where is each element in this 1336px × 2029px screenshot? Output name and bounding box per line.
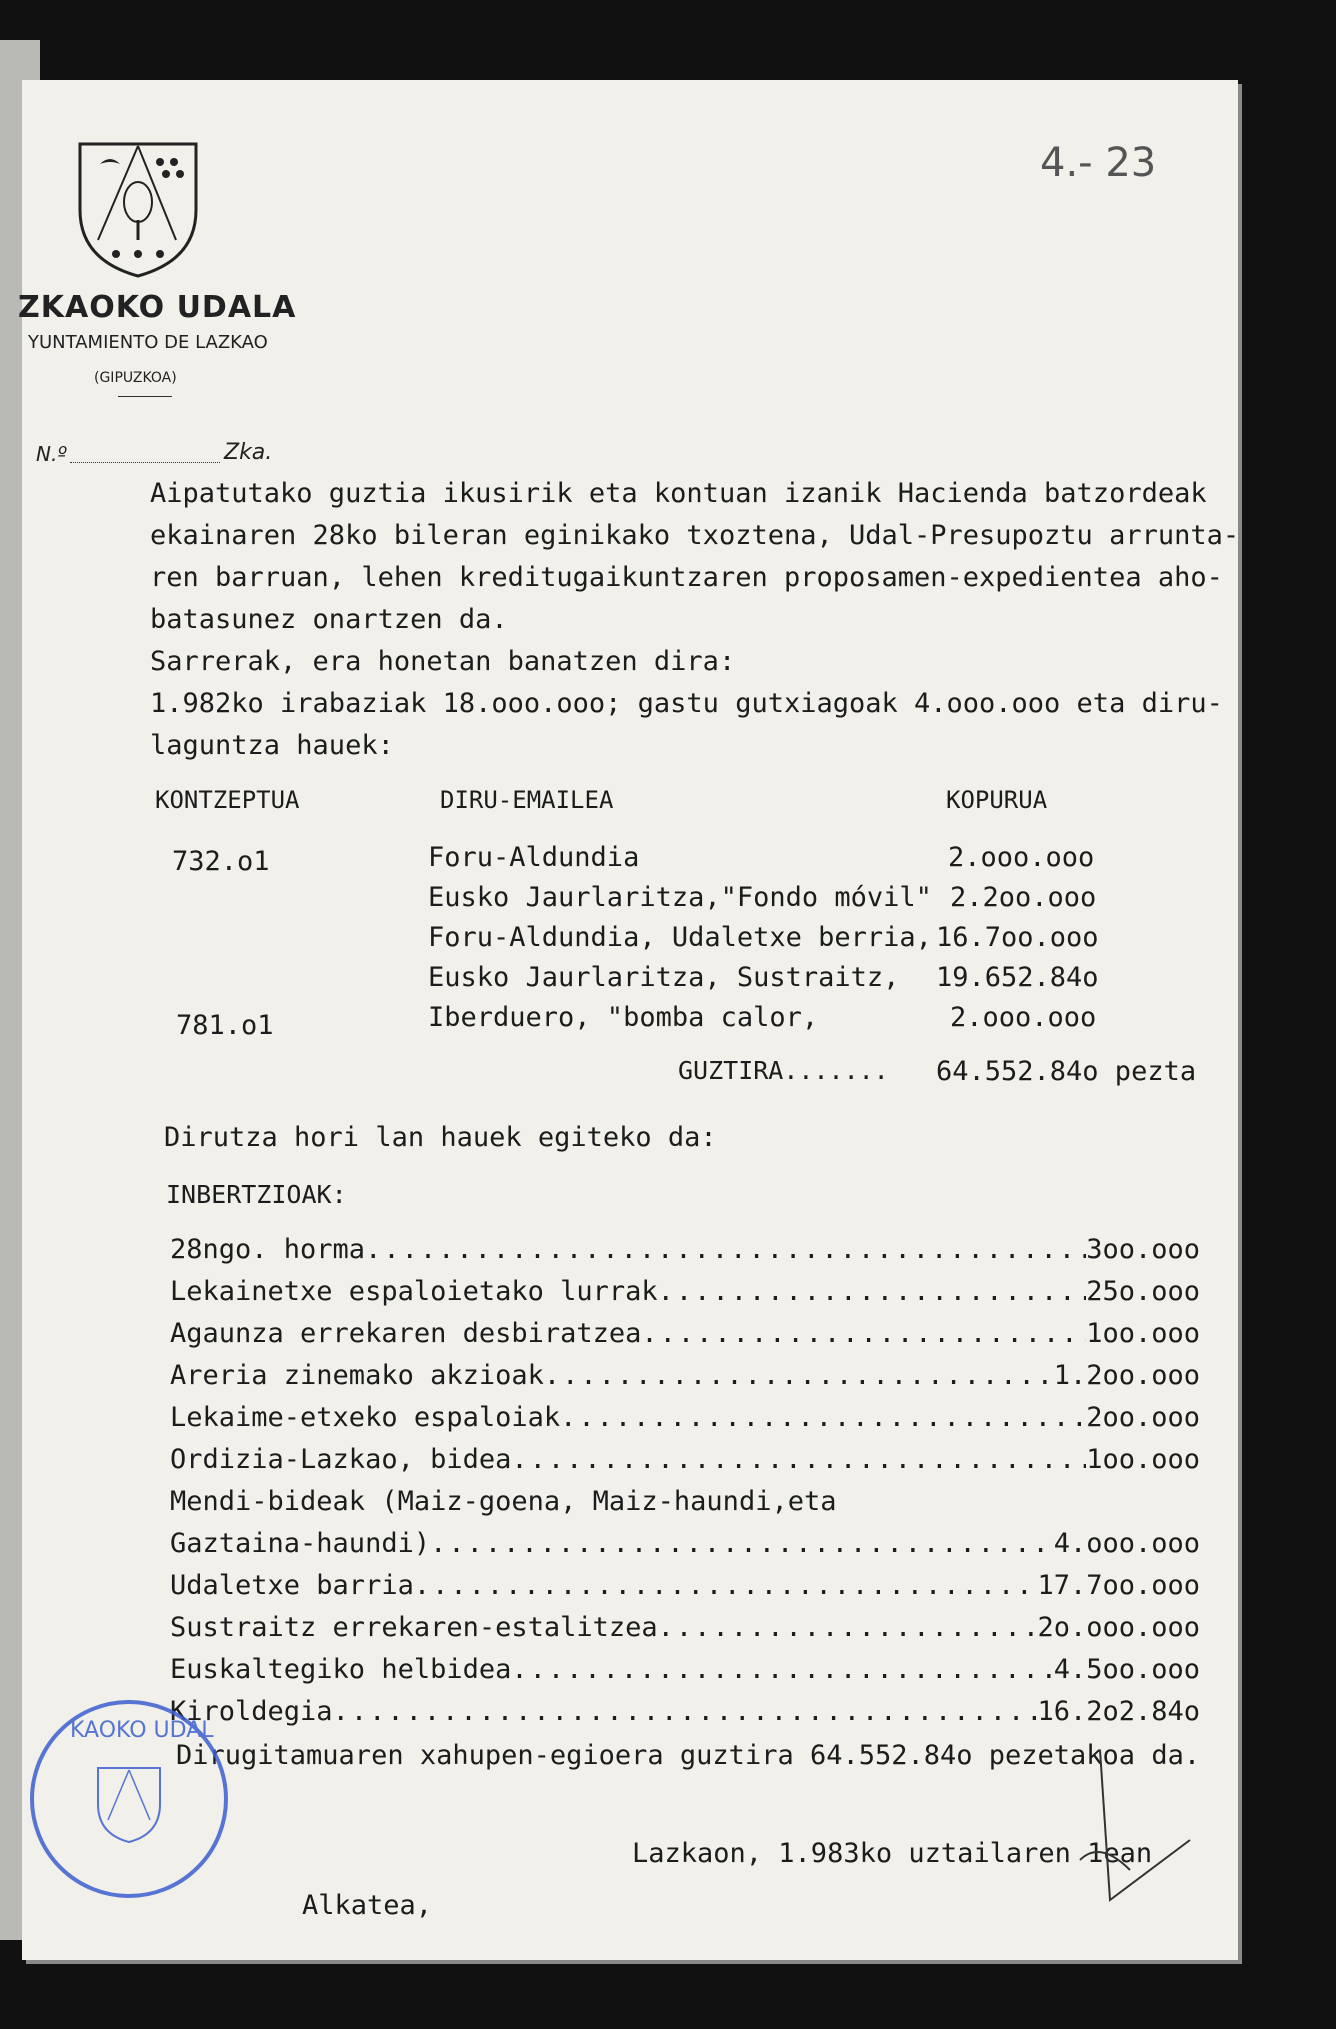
- investments-title: INBERTZIOAK:: [166, 1180, 347, 1209]
- investment-amount: 2o.ooo.ooo: [1037, 1612, 1200, 1643]
- leader-dots: [658, 1612, 1038, 1643]
- ref-suffix: Zka.: [224, 440, 273, 465]
- leader-dots: [641, 1318, 1086, 1349]
- leader-dots: [544, 1360, 1054, 1391]
- intro-line-5: Sarrerak, era honetan banatzen dira:: [150, 646, 736, 677]
- income-amount: 2.ooo.ooo: [950, 1002, 1097, 1033]
- investment-row: [170, 1276, 1200, 1307]
- income-amount: 2.ooo.ooo: [948, 842, 1095, 873]
- income-amount: 16.7oo.ooo: [936, 922, 1099, 953]
- investment-label-mendi: Mendi-bideak (Maiz-goena, Maiz-haundi,eta: [170, 1486, 837, 1517]
- leader-dots: [430, 1528, 1054, 1559]
- income-code: 781.o1: [176, 1010, 274, 1041]
- investment-label: Ordizia-Lazkao, bidea: [170, 1444, 512, 1475]
- income-donor: Eusko Jaurlaritza, Sustraitz,: [428, 962, 900, 993]
- intro-line-1: Aipatutako guztia ikusirik eta kontuan izanik Hacienda batzordeak: [150, 478, 1207, 509]
- investment-row: [170, 1360, 1200, 1391]
- investment-row: [170, 1234, 1200, 1265]
- stamp-text: KAOKO UDAL: [70, 1718, 214, 1743]
- col-header-donor: DIRU-EMAILEA: [440, 786, 614, 814]
- purpose-text: Dirutza hori lan hauek egiteko da:: [164, 1122, 717, 1153]
- investment-label: Kiroldegia: [170, 1696, 333, 1727]
- income-code: 732.o1: [172, 846, 270, 877]
- intro-line-3: ren barruan, lehen kreditugaikuntzaren proposamen-expedientea aho-: [150, 562, 1223, 593]
- investment-amount: 1.2oo.ooo: [1053, 1360, 1200, 1391]
- signature-mark-icon: [1060, 1740, 1200, 1920]
- header-divider: [118, 396, 172, 397]
- investment-label: Udaletxe barria: [170, 1570, 414, 1601]
- investment-label: Areria zinemako akzioak: [170, 1360, 544, 1391]
- ref-line: [70, 462, 220, 463]
- page-mark: 4.- 23: [1040, 140, 1157, 186]
- investment-label: 28ngo. horma: [170, 1234, 366, 1265]
- investment-row: [170, 1570, 1200, 1601]
- col-header-amount: KOPURUA: [946, 786, 1048, 814]
- closing-text: Dirugitamuaren xahupen-egioera guztira 64.552.84o pezetakoa da.: [176, 1740, 1201, 1771]
- col-header-concept: KONTZEPTUA: [155, 786, 300, 814]
- income-donor: Foru-Aldundia, Udaletxe berria,: [428, 922, 932, 953]
- investment-row: [170, 1612, 1200, 1643]
- intro-line-2: ekainaren 28ko bileran eginikako txoztena, Udal-Presupoztu arrunta-: [150, 520, 1240, 551]
- leader-dots: [658, 1276, 1087, 1307]
- investment-amount: 16.2o2.84o: [1037, 1696, 1200, 1727]
- leader-dots: [511, 1444, 1086, 1475]
- investment-label: Lekaime-etxeko espaloiak: [170, 1402, 561, 1433]
- income-donor: Iberduero, "bomba calor,: [428, 1002, 819, 1033]
- leader-dots: [333, 1696, 1038, 1727]
- income-total-value: 64.552.84o pezta: [936, 1056, 1197, 1087]
- investment-row: [170, 1654, 1200, 1685]
- investment-row: [170, 1318, 1200, 1349]
- investment-row: [170, 1402, 1200, 1433]
- investment-label: Euskaltegiko helbidea: [170, 1654, 512, 1685]
- income-donor: Eusko Jaurlaritza,"Fondo móvil": [428, 882, 932, 913]
- investment-row: [170, 1528, 1200, 1559]
- investment-amount: 1oo.ooo: [1086, 1444, 1200, 1475]
- org-name: ZKAOKO UDALA: [18, 290, 297, 325]
- investment-amount: 25o.ooo: [1086, 1276, 1200, 1307]
- stamp-crest-icon: [94, 1764, 164, 1844]
- official-stamp: [30, 1700, 228, 1898]
- investment-amount: 2oo.ooo: [1086, 1402, 1200, 1433]
- leader-dots: [560, 1402, 1086, 1433]
- intro-line-7: laguntza hauek:: [150, 730, 394, 761]
- coat-of-arms-icon: [76, 140, 200, 280]
- province: (GIPUZKOA): [94, 370, 177, 386]
- income-donor: Foru-Aldundia: [428, 842, 640, 873]
- investment-amount: 1oo.ooo: [1086, 1318, 1200, 1349]
- investment-amount: 3oo.ooo: [1086, 1234, 1200, 1265]
- investment-label: Lekainetxe espaloietako lurrak: [170, 1276, 658, 1307]
- intro-line-6: 1.982ko irabaziak 18.ooo.ooo; gastu gutxiagoak 4.ooo.ooo eta diru-: [150, 688, 1223, 719]
- income-total-label: GUZTIRA.......: [678, 1056, 889, 1085]
- income-amount: 19.652.84o: [936, 962, 1099, 993]
- income-amount: 2.2oo.ooo: [950, 882, 1097, 913]
- investment-row: [170, 1696, 1200, 1727]
- investment-amount: 17.7oo.ooo: [1037, 1570, 1200, 1601]
- investment-amount: 4.5oo.ooo: [1053, 1654, 1200, 1685]
- leader-dots: [414, 1570, 1038, 1601]
- investment-label: Gaztaina-haundi): [170, 1528, 431, 1559]
- leader-dots: [511, 1654, 1053, 1685]
- investment-row: [170, 1444, 1200, 1475]
- place-date: Lazkaon, 1.983ko uztailaren 1ean: [632, 1838, 1153, 1869]
- investment-label: Agaunza errekaren desbiratzea: [170, 1318, 642, 1349]
- intro-line-4: batasunez onartzen da.: [150, 604, 508, 635]
- investment-label: Sustraitz errekaren-estalitzea: [170, 1612, 658, 1643]
- org-subtitle: YUNTAMIENTO DE LAZKAO: [28, 332, 268, 353]
- investment-amount: 4.ooo.ooo: [1053, 1528, 1200, 1559]
- ref-label: N.º: [36, 442, 67, 466]
- leader-dots: [365, 1234, 1086, 1265]
- signature-label: Alkatea,: [302, 1890, 433, 1921]
